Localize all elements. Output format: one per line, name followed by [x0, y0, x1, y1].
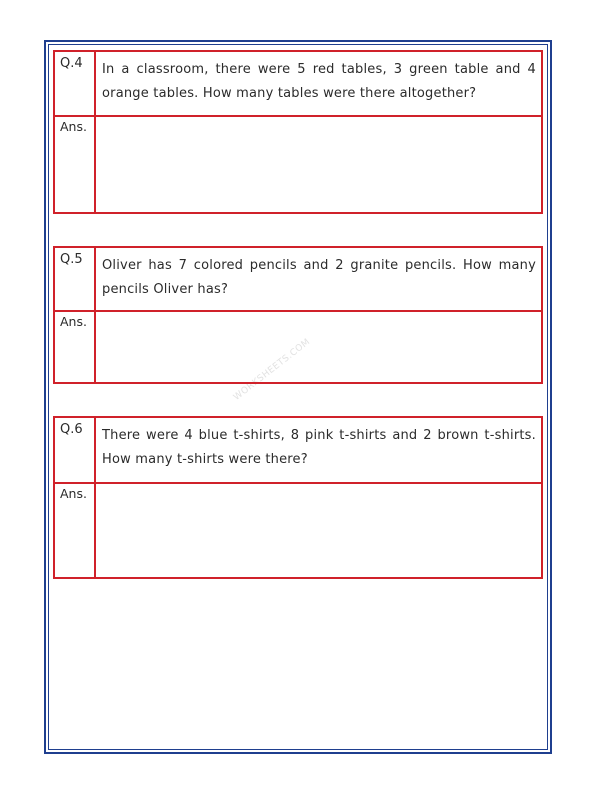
answer-label: Ans. [60, 486, 87, 501]
watermark: WORKSHEETS.COM [232, 337, 313, 403]
answer-row[interactable] [55, 310, 541, 382]
answer-row[interactable] [55, 482, 541, 577]
question-row [55, 52, 541, 117]
answer-label: Ans. [60, 119, 87, 134]
question-number: Q.6 [55, 418, 96, 482]
question-number: Q.5 [55, 248, 96, 310]
answer-label-cell [55, 115, 96, 212]
question-box-q4 [53, 50, 543, 214]
answer-label-cell [55, 482, 96, 577]
question-text: There were 4 blue t-shirts, 8 pink t-shirts and 2 brown t-shirts. How many t-shirts were there? [102, 428, 536, 467]
question-text: Oliver has 7 colored pencils and 2 granite pencils. How many pencils Oliver has? [102, 258, 536, 297]
answer-row[interactable] [55, 115, 541, 212]
question-box-q5 [53, 246, 543, 384]
answer-label-cell [55, 310, 96, 382]
question-row [55, 248, 541, 312]
answer-label: Ans. [60, 314, 87, 329]
question-text: In a classroom, there were 5 red tables, 3 green table and 4 orange tables. How many tables were there altogether? [102, 62, 536, 101]
question-row [55, 418, 541, 484]
question-box-q6 [53, 416, 543, 579]
question-number: Q.4 [55, 52, 96, 115]
